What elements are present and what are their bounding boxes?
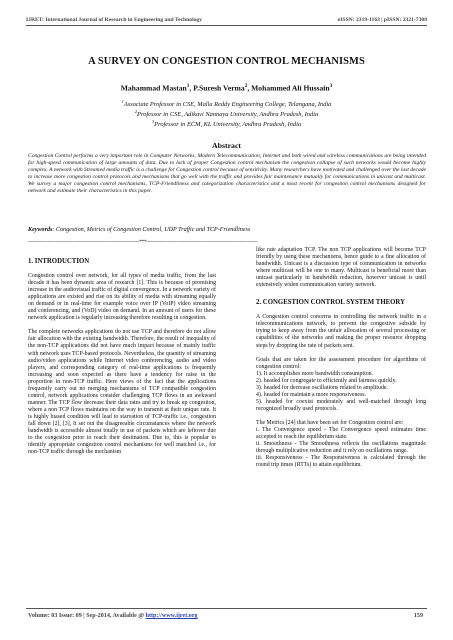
- affiliation-text: Professor in CSE, Adikavi Nannaya University, Andhra Pradesh, India: [137, 111, 319, 119]
- section-separator: --------------------------------------------------------------------***--------------------------------------------------------------------: [28, 239, 258, 245]
- list-item: i. The Convergence speed - The Convergence speed estimates time accepted to reach the equilibrium state.: [256, 426, 426, 441]
- right-column: [256, 247, 426, 476]
- list-item: 5). headed for coexist moderately and well-matched through long recognized broadly used protocols.: [256, 398, 426, 412]
- affiliation-text: Professor in ECM, KL University, Andhra Pradesh, India: [154, 121, 302, 129]
- section-heading: 2. CONGESTION CONTROL SYSTEM THEORY: [256, 299, 406, 307]
- list-item: ii. Smoothness - The Smoothness reflects the oscillations magnitude through multiplicative reduction and it rely on oscillations range.: [256, 441, 426, 455]
- paragraph: Congestion control over network, for all types of media traffic, from the last decade it has been dynamic area of research [1]. This is because of promising increase in the audiovisual traffic of digital convergence. In a network variety of applications are existed and rise on its ability of media with streaming equally on demand or in real-time for example voice over IP (VoIP) video streaming and conferencing, and (VoD) video on demand. In an amount of users for these network application is regularly increasing therefore resulting in congestion.: [28, 273, 216, 322]
- list-item: iii. Responsiveness - The Responsiveness is calculated through the round trip times (RTTs) to attain equilibrium.: [256, 455, 426, 469]
- list-item: 1). It accomplishes more bandwidth consumption.: [256, 370, 374, 377]
- abstract-text: Congestion Control performs a very important role in Computer Networks, Modern Telecommunication, Internet and both wired and wireless communications are being intended for high-speed communication of large amounts of data. Due to lack of proper Congestion control mechanism the congestion collapse of such networks would become highly complex. A network with Streamed media traffic is a challenge for Congestion control because of sensitivity. Many researchers have motivated and challenged over the last decade to increase more congestion control protocols and mechanisms that go well with the traffic and provides fair maintenance mutually for communications in unicast and multicast. We survey a major congestion control mechanisms, TCP-Friendliness and categorization characteristics and a most recent for congestion control mechanisms designed for network and estimate their characteristics in this paper.: [28, 153, 426, 195]
- affiliation: [0, 119, 453, 128]
- footer-volume: [28, 613, 198, 619]
- keywords: [28, 227, 426, 233]
- journal-name: IJRET: International Journal of Research in Engineering and Technology: [26, 17, 203, 23]
- section-heading: 1. INTRODUCTION: [28, 258, 90, 265]
- affiliation-sup: 1: [121, 99, 124, 104]
- author-sup: 3: [329, 83, 333, 89]
- paragraph: The Metrics [24] that have been set for Congestion control are:: [256, 419, 404, 426]
- author-name: Mahammad Mastan: [120, 83, 187, 93]
- affiliation-text: Associate Professor in CSE, Malla Reddy Engineering College, Telangana, India: [123, 101, 332, 109]
- abstract-heading: Abstract: [211, 141, 241, 150]
- goals-list: [256, 371, 426, 413]
- list-item: 2). headed for congregate to efficiently and fairness quickly.: [256, 377, 397, 384]
- author-sup: 2: [244, 83, 248, 89]
- footer-rule: [26, 608, 427, 609]
- running-footer: [28, 613, 423, 619]
- running-header: [26, 9, 427, 23]
- issn: eISSN: 2319-1163 | pISSN: 2321-7308: [337, 17, 427, 23]
- footer-volume-text: Volume: 03 Issue: 09 | Sep-2014, Available @: [28, 613, 146, 619]
- left-column: [28, 258, 216, 463]
- keywords-text: : Congestion, Metrics of Congestion Control, UDP Traffic and TCP-Friendliness: [52, 227, 251, 233]
- author-sup: 1: [186, 83, 190, 89]
- paragraph: Goals that are taken for the assessment procedure for algorithms of congestion control:: [256, 356, 426, 370]
- affiliation: [0, 109, 453, 118]
- paragraph: like rate adaptation TCP. The non TCP applications will become TCP friendly by using these mechanisms, hence guide to a fine allocation of bandwidth. Unicast is a discussion type of communication in networks where multicast will be one to many. Multicast is beneficial more than unicast particularly in bandwidth reduction, however unicast is until extensively widen communication variety network.: [256, 247, 426, 289]
- affiliation-sup: 2: [134, 109, 138, 114]
- author-list: [0, 83, 453, 93]
- author-name: , P.Suresh Verma: [189, 83, 245, 93]
- affiliation: [0, 99, 453, 108]
- page-number: 159: [413, 613, 423, 619]
- author-name: , Mohammed Ali Hussain: [247, 83, 330, 93]
- list-item: 3). headed for decrease oscillations related to amplitude.: [256, 384, 388, 391]
- list-item: 4). headed for maintain a more responsiveness.: [256, 391, 367, 398]
- header-rule: [26, 25, 427, 26]
- paragraph: The complete networks applications do not use TCP and therefore do not allow fair allocation with the existing bandwidth. Therefore, the result of inequality of the non-TCP applications did not have much impact because of mainly traffic with network uses TCP-based protocols. Nevertheless, the quantity of streaming audio/video applications while Internet video conferencing, audio and video players, and corresponding category of real-time applications is frequently increasing and soon expected as there have a tendency for raise in the proportion in non-TCP traffic. Here views of the fact that the applications frequently carry out no merging mechanisms of TCP compatible congestion control, network applications consider challenging TCP flows in an awkward manner. The TCP flow decrease their data rates and try to break up congestion, where a non TCP flows maintains on the way to transmit at their unique rate. It is highly biased condition will lead to starvation of TCP-traffic i.e., congestion fall down [2], [3], It set out the disagreeable circumstances where the network bandwidth is accessible almost totally in use of packets which are leftover due to the congestion prior to reach their destination. Due to, this is popular to identify appropriate congestion control mechanisms for well matched i.e., for non-TCP traffic through the mechanism: [28, 329, 216, 456]
- affiliation-sup: 3: [151, 119, 155, 124]
- keywords-label: Keywords: [28, 227, 53, 233]
- paper-title: A SURVEY ON CONGESTION CONTROL MECHANISMS: [88, 56, 365, 67]
- journal-link[interactable]: http://www.ijret.org: [145, 613, 198, 619]
- paragraph: A Congestion control concerns in controlling the network traffic in a telecommunications network, to prevent the congestive subside by trying to keep away from the unfair allocation of several processing or capabilities of the networks and making the proper resource dropping steps by dropping the rate of packets sent.: [256, 314, 426, 349]
- metrics-list: [256, 427, 426, 469]
